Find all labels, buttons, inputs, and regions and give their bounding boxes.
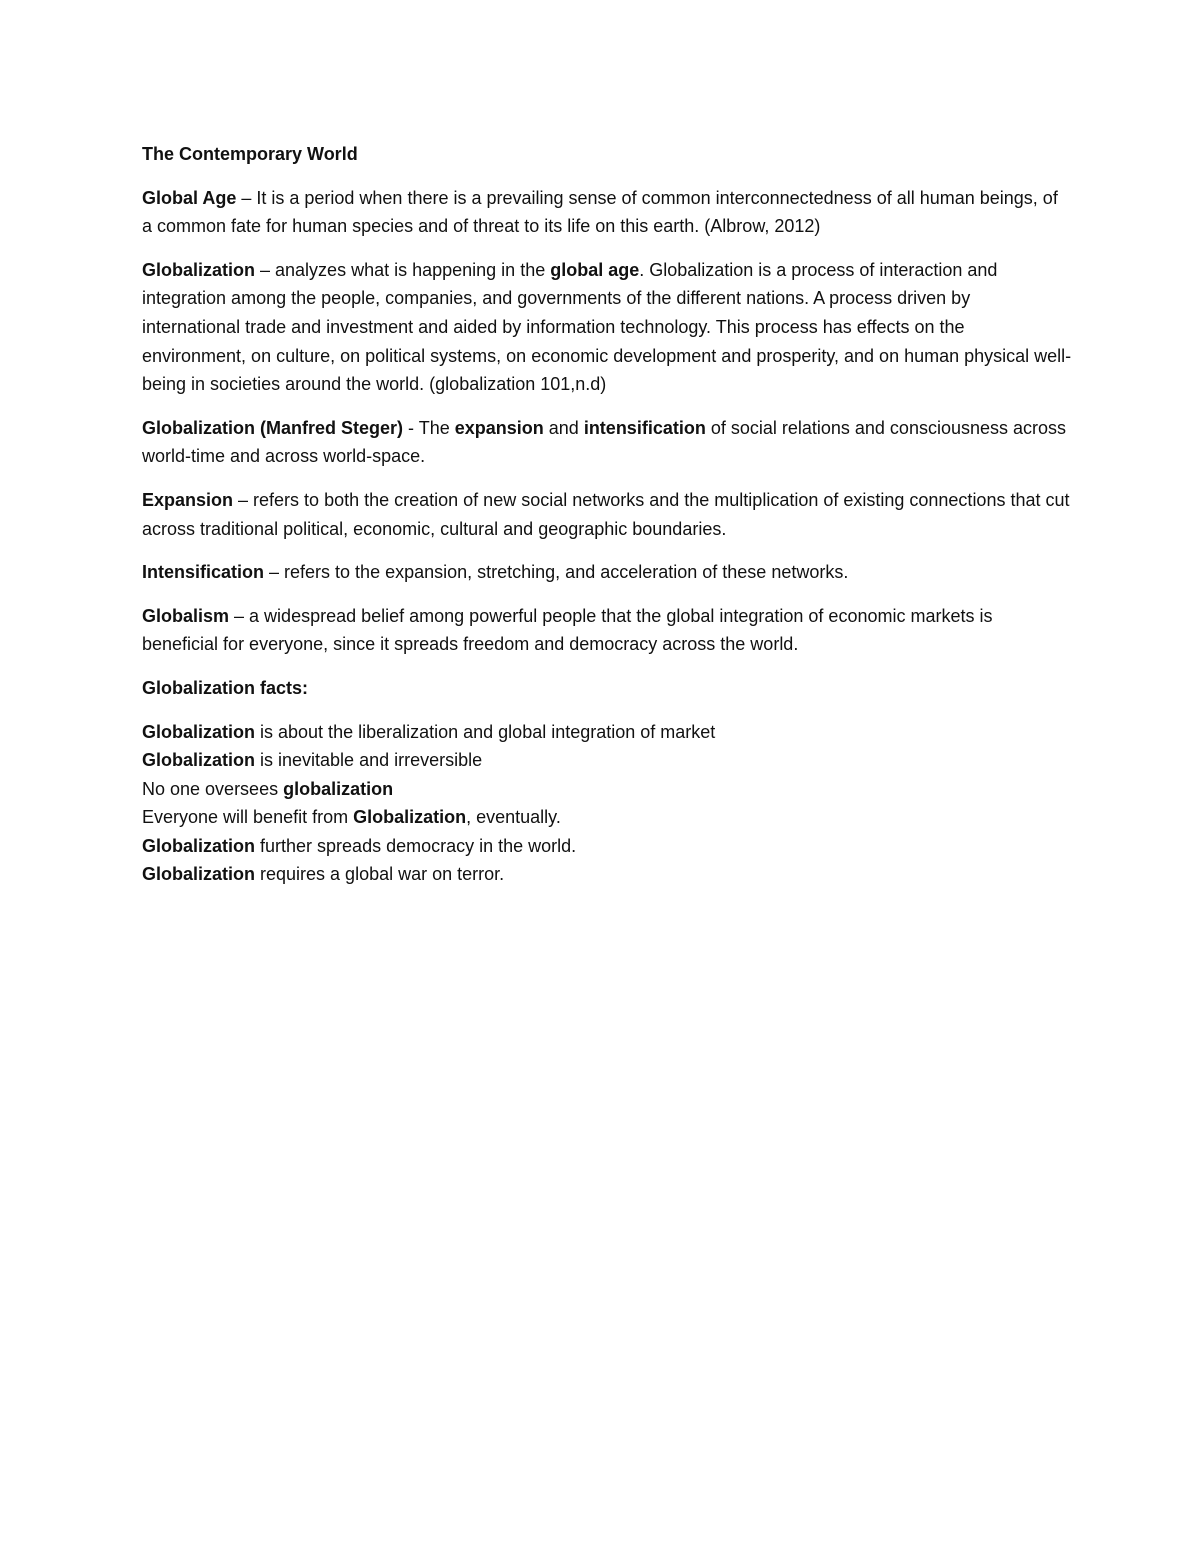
definition-globalization-part-1: – analyzes what is happening in the xyxy=(255,259,551,280)
fact-item xyxy=(142,860,1072,889)
paragraph-intensification xyxy=(142,558,1072,587)
paragraph-steger xyxy=(142,414,1072,471)
paragraph-globalization xyxy=(142,256,1072,399)
term-global-age: Global Age xyxy=(142,187,237,208)
definition-steger-part-3: of social relations and consciousness across world-time and across world-space. xyxy=(142,417,1067,467)
fact-item xyxy=(142,832,1072,861)
fact-item xyxy=(142,746,1072,775)
fact-bold: globalization xyxy=(283,778,394,799)
paragraph-expansion xyxy=(142,486,1072,543)
definition-globalization-part-2: . Globalization is a process of interaction and integration among the people, companies, and governments of the different nations. A process driven by international trade and investment and aided by information technology. This process has effects on the environment, on culture, on political systems, on economic development and prosperity, and on human physical well-being in societies around the world. (globalization 101,n.d) xyxy=(142,259,1072,395)
document-title: The Contemporary World xyxy=(142,144,358,164)
emphasis-intensification: intensification xyxy=(583,417,706,438)
fact-bold: Globalization xyxy=(142,864,256,885)
definition-expansion: – refers to both the creation of new social networks and the multiplication of existing connections that cut across traditional political, economic, cultural and geographic boundaries. xyxy=(142,489,1070,539)
paragraph-global-age xyxy=(142,184,1072,241)
document-body xyxy=(142,140,1072,889)
fact-post: is about the liberalization and global integration of market xyxy=(255,721,716,742)
facts-list xyxy=(142,718,1072,890)
term-intensification: Intensification xyxy=(142,562,265,583)
fact-item xyxy=(142,803,1072,832)
fact-post: is inevitable and irreversible xyxy=(255,750,483,771)
term-globalism: Globalism xyxy=(142,605,230,626)
fact-item xyxy=(142,718,1072,747)
term-globalization-steger: Globalization (Manfred Steger) xyxy=(142,417,404,438)
paragraph-globalism xyxy=(142,602,1072,659)
fact-item xyxy=(142,775,1072,804)
fact-bold: Globalization xyxy=(142,835,256,856)
term-expansion: Expansion xyxy=(142,489,234,510)
fact-pre: No one oversees xyxy=(142,778,284,799)
definition-global-age: – It is a period when there is a prevailing sense of common interconnectedness of all human beings, of a common fate for human species and of threat to its life on this earth. (Albrow, 2012) xyxy=(142,187,1058,237)
term-globalization: Globalization xyxy=(142,259,256,280)
fact-bold: Globalization xyxy=(353,807,467,828)
definition-intensification: – refers to the expansion, stretching, and acceleration of these networks. xyxy=(264,562,849,583)
fact-post: further spreads democracy in the world. xyxy=(255,835,577,856)
fact-post: requires a global war on terror. xyxy=(255,864,505,885)
fact-post: , eventually. xyxy=(466,807,561,828)
emphasis-expansion: expansion xyxy=(454,417,544,438)
definition-steger-part-1: - The xyxy=(403,417,455,438)
fact-pre: Everyone will benefit from xyxy=(142,807,354,828)
definition-globalism: – a widespread belief among powerful people that the global integration of economic markets is beneficial for everyone, since it spreads freedom and democracy across the world. xyxy=(142,605,993,655)
definition-steger-part-2: and xyxy=(543,417,584,438)
fact-bold: Globalization xyxy=(142,721,256,742)
facts-heading: Globalization facts: xyxy=(142,677,309,698)
fact-bold: Globalization xyxy=(142,750,256,771)
emphasis-global-age: global age xyxy=(550,259,640,280)
